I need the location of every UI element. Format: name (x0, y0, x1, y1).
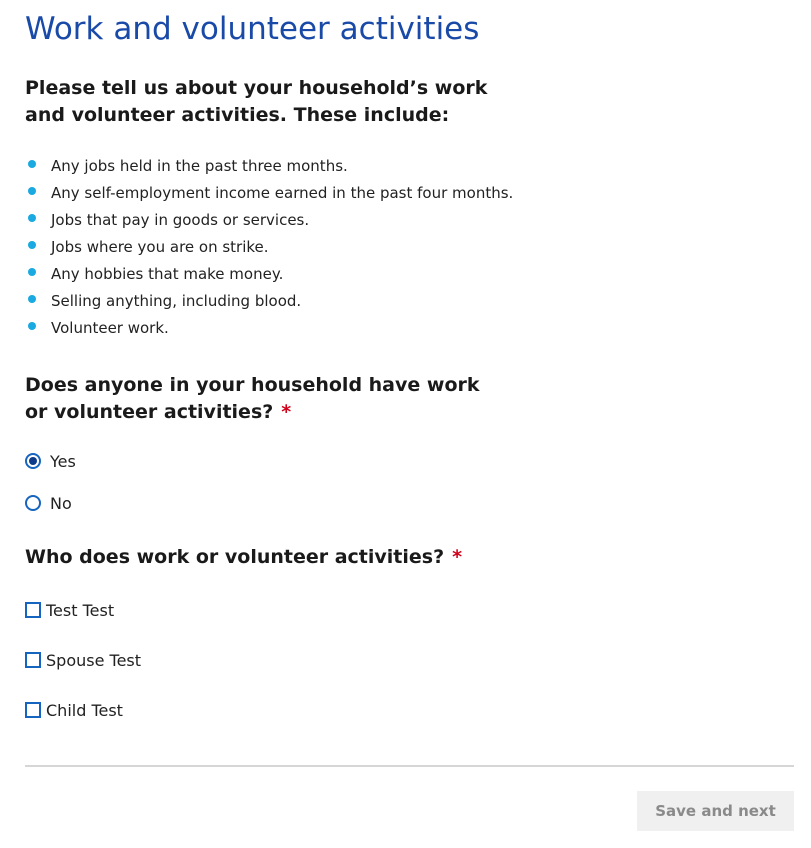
list-item: Volunteer work. (25, 315, 513, 342)
radio-no[interactable] (25, 492, 72, 514)
checkbox-spouse-test[interactable] (25, 649, 141, 671)
required-marker: * (452, 546, 463, 568)
list-item: Any jobs held in the past three months. (25, 153, 513, 180)
bullet-icon (28, 214, 36, 222)
bullet-icon (28, 322, 36, 330)
list-item: Any self-employment income earned in the past four months. (25, 180, 513, 207)
radio-yes-label: Yes (50, 451, 76, 471)
household-activities-question: Does anyone in your household have work or volunteer activities? * (25, 374, 480, 423)
list-item: Jobs that pay in goods or services. (25, 207, 513, 234)
radio-no-label: No (50, 493, 72, 513)
checkbox-label: Spouse Test (46, 650, 142, 670)
list-item: Jobs where you are on strike. (25, 234, 513, 261)
checkbox-child-test[interactable] (25, 699, 123, 721)
required-marker: * (281, 401, 292, 423)
activity-list (25, 153, 513, 342)
list-item: Any hobbies that make money. (25, 261, 513, 288)
radio-unselected-icon[interactable] (25, 495, 41, 511)
checkbox-icon[interactable] (25, 702, 41, 718)
checkbox-icon[interactable] (25, 652, 41, 668)
footer-divider (25, 765, 794, 767)
radio-selected-icon[interactable] (25, 453, 41, 469)
bullet-icon (28, 295, 36, 303)
bullet-icon (28, 268, 36, 276)
radio-yes[interactable] (25, 450, 76, 472)
checkbox-label: Test Test (46, 600, 115, 620)
checkbox-test-test[interactable] (25, 599, 114, 621)
page-title: Work and volunteer activities (25, 11, 480, 47)
who-works-question: Who does work or volunteer activities? * (25, 546, 463, 568)
save-and-next-button[interactable]: Save and next (637, 791, 794, 831)
bullet-icon (28, 241, 36, 249)
checkbox-icon[interactable] (25, 602, 41, 618)
bullet-icon (28, 160, 36, 168)
intro-text: Please tell us about your household’s work and volunteer activities. These include: (25, 77, 488, 126)
bullet-icon (28, 187, 36, 195)
list-item: Selling anything, including blood. (25, 288, 513, 315)
checkbox-label: Child Test (46, 700, 123, 720)
